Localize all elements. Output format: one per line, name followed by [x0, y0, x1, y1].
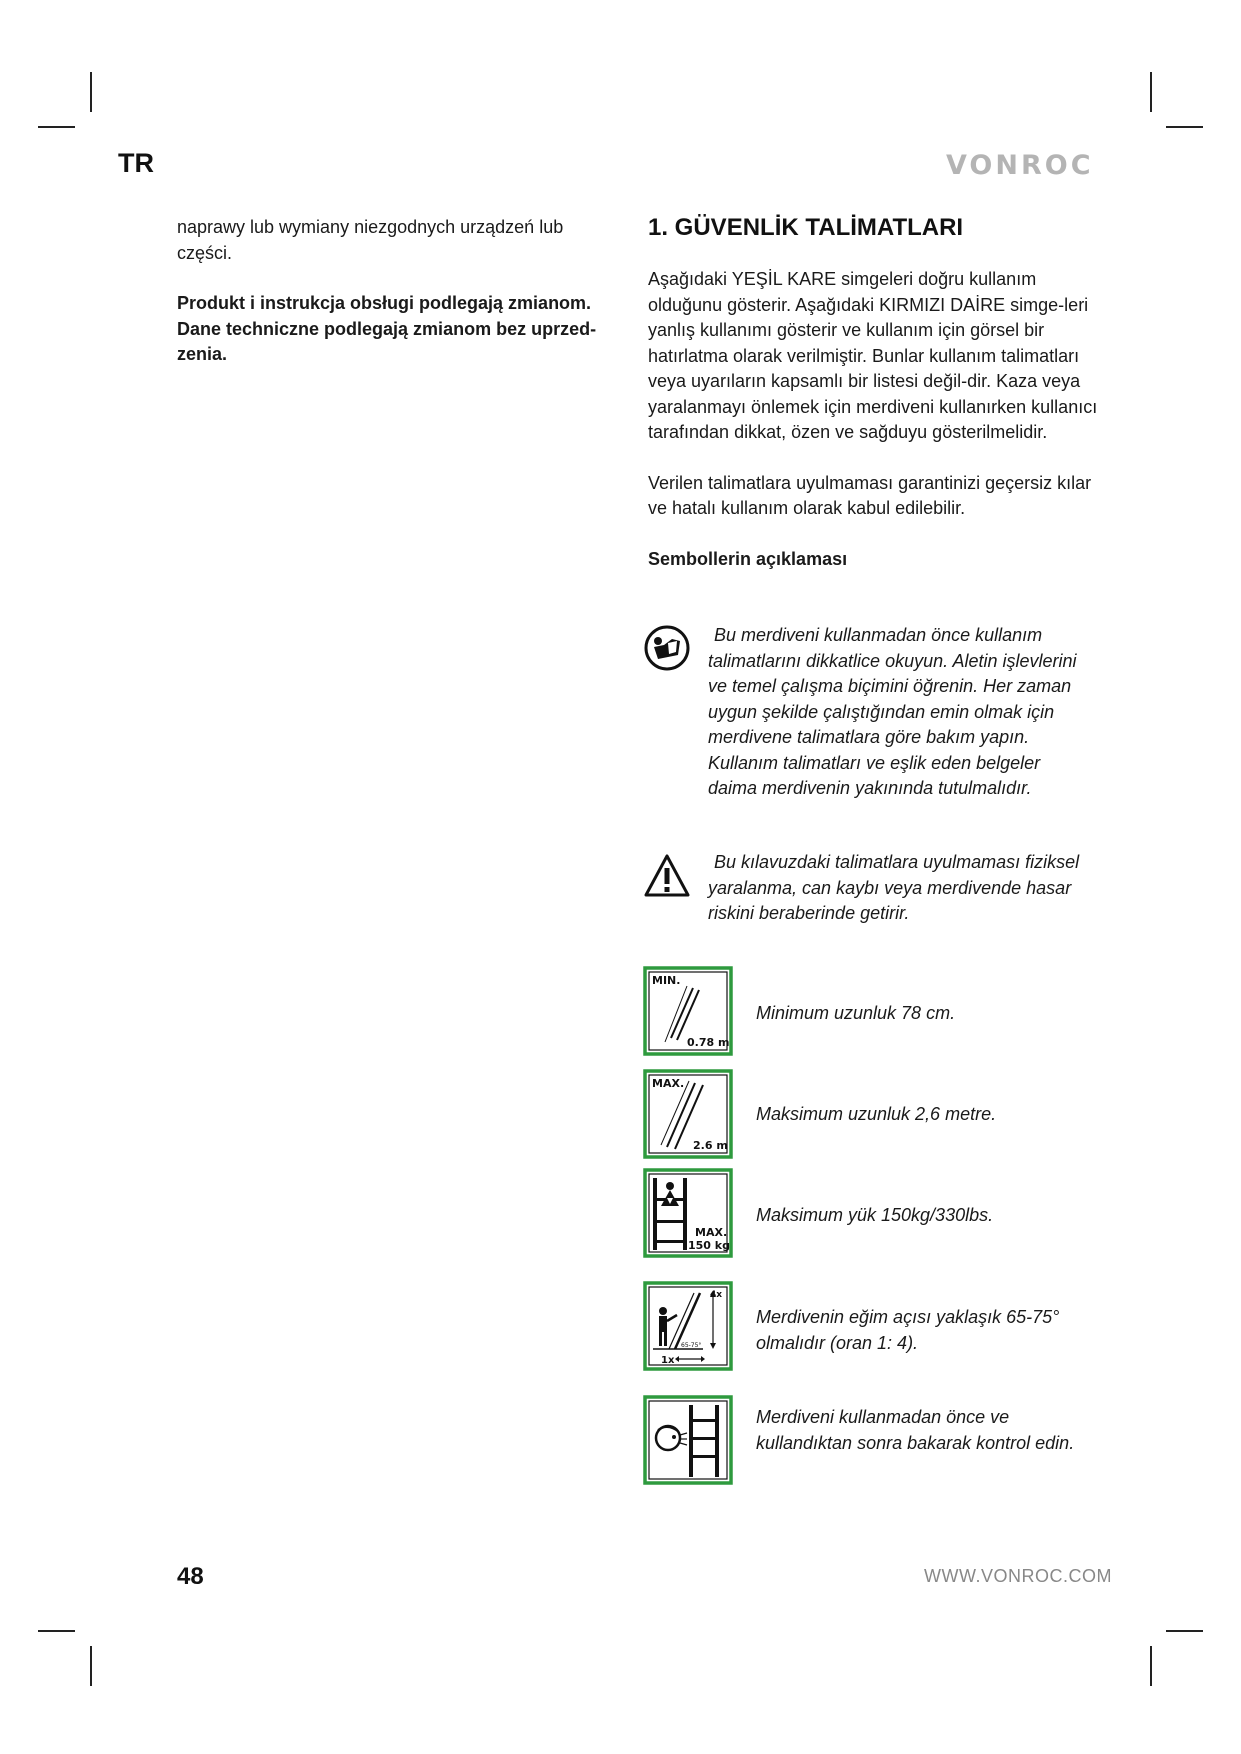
angle-icon — [643, 1281, 733, 1371]
max-load-label: MAX. — [695, 1226, 728, 1239]
symbol-text: Bu merdiveni kullanmadan önce kullanım talimatlarını dikkatlice okuyun. Aletin işlevlerini ve temel çalışma biçimini öğrenin. Her zaman uygun şekilde çalıştığından emin olmak için merdivene talimatlara göre bakım yapın. Kullanım talimatları ve eşlik eden belgeler daima merdivenin yakınında tutulmalıdır. — [708, 625, 1077, 798]
ratio-high-label: 4x — [710, 1290, 723, 1300]
crop-mark — [90, 72, 92, 112]
max-length-icon — [643, 1069, 733, 1159]
min-label: MIN. — [652, 974, 681, 987]
section-title: 1. GÜVENLİK TALİMATLARI — [648, 214, 964, 241]
crop-mark — [38, 1630, 75, 1632]
min-length-icon — [643, 966, 733, 1056]
crop-mark — [1166, 126, 1203, 128]
max-value-label: 2.6 m — [693, 1139, 728, 1152]
bold-note: Produkt i instrukcja obsługi podlegają zmianom. Dane techniczne podlegają zmianom bez uprzed-zenia. — [177, 293, 597, 364]
website-link[interactable]: WWW.VONROC.COM — [924, 1566, 1112, 1586]
read-manual-icon — [644, 625, 690, 671]
page-number: 48 — [177, 1563, 204, 1590]
warning-icon — [643, 853, 691, 899]
angle-label: 65-75° — [681, 1342, 702, 1349]
symbol-text: Bu kılavuzdaki talimatlara uyulmaması fiziksel yaralanma, can kaybı veya merdivende hasar riskini beraberinde getirir. — [708, 852, 1080, 923]
symbol-text: Maksimum yük 150kg/330lbs. — [756, 1205, 994, 1225]
symbol-text: Maksimum uzunluk 2,6 metre. — [756, 1104, 997, 1124]
language-code: TR — [118, 148, 154, 178]
right-column — [648, 213, 1103, 595]
crop-mark — [1166, 1630, 1203, 1632]
max-label: MAX. — [652, 1077, 685, 1090]
min-value-label: 0.78 m — [687, 1036, 730, 1049]
symbol-text: Merdiveni kullanmadan önce ve kullandıktan sonra bakarak kontrol edin. — [756, 1407, 1075, 1453]
left-paragraph: naprawy lub wymiany niezgodnych urządzeń lub części. — [177, 217, 564, 263]
symbol-text: Minimum uzunluk 78 cm. — [756, 1003, 956, 1023]
ratio-low-label: 1x — [661, 1355, 675, 1366]
crop-mark — [1150, 1646, 1152, 1686]
crop-mark — [38, 126, 75, 128]
intro-paragraph: Aşağıdaki YEŞİL KARE simgeleri doğru kullanım olduğunu gösterir. Aşağıdaki KIRMIZI DAİRE simge-leri yanlış kullanımı gösterir ve kullanım için görsel bir hatırlatma olarak verilmiştir. Bunlar kullanım talimatları veya uyarıların kapsamlı bir listesi değil-dir. Kaza veya yaralanmayı önlemek için merdiveni kullanırken kullanıcı tarafından dikkat, özen ve sağduyu gösterilmelidir. — [648, 269, 1098, 442]
crop-mark — [1150, 72, 1152, 112]
brand-logo: VONROC — [946, 150, 1094, 181]
symbol-text: Merdivenin eğim açısı yaklaşık 65-75° olmalıdır (oran 1: 4). — [756, 1307, 1060, 1353]
max-load-value: 150 kg — [688, 1239, 730, 1252]
crop-mark — [90, 1646, 92, 1686]
left-column — [177, 215, 617, 393]
warranty-paragraph: Verilen talimatlara uyulmaması garantinizi geçersiz kılar ve hatalı kullanım olarak kabul edilebilir. — [648, 472, 1092, 518]
max-load-icon — [643, 1168, 733, 1258]
symbols-heading: Sembollerin açıklaması — [648, 548, 848, 569]
inspect-icon — [643, 1395, 733, 1485]
